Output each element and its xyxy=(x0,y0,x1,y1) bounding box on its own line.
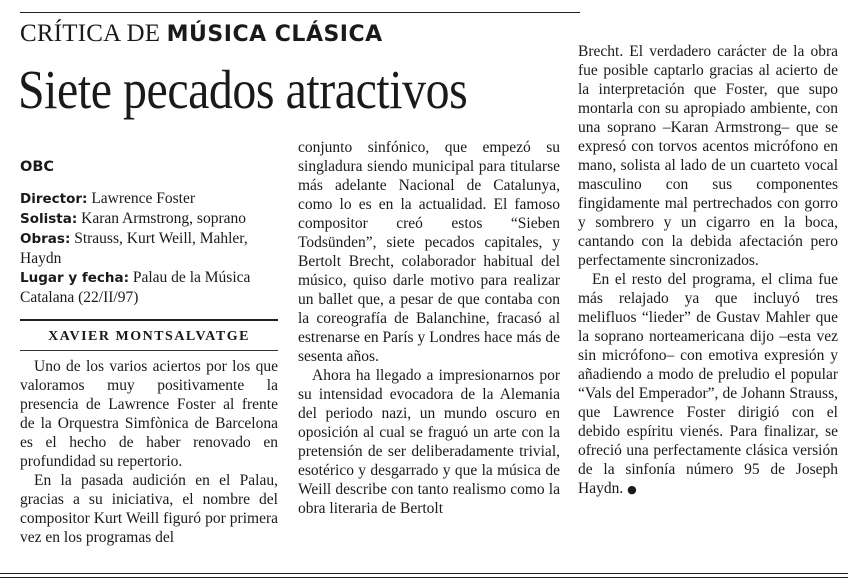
paragraph: Brecht. El verdadero carácter de la obra fue posible captarlo gracias al acierto de la interpretación que Foster, que supo montarla con su apropiado ambiente, con una soprano –Karan Armstrong– que se expresó con torvos acentos micrófono en mano, solista al lado de un cuarteto vocal masculino con sus componentes fingidamente mal pertrechados con gorro y sombrero y un cigarro en la boca, cantando con la debida afectación pero perfectamente sincronizados. xyxy=(578,43,838,269)
place-label: Lugar y fecha: xyxy=(20,270,129,286)
soloist-value: Karan Armstrong, soprano xyxy=(81,210,246,227)
orchestra-name: OBC xyxy=(20,159,55,175)
byline-rule xyxy=(20,350,278,351)
column-3 xyxy=(578,42,838,499)
paragraph: Uno de los varios aciertos por los que valoramos muy positivamente la presencia de Lawrence Foster al frente de la Orquestra Simfònica de Barcelona es el hecho de haber renovado en profundidad su repertorio. xyxy=(20,358,278,470)
works-value: Strauss, Kurt Weill, Mahler, Haydn xyxy=(20,230,248,267)
works-label: Obras: xyxy=(20,231,71,247)
bottom-rule xyxy=(0,577,848,578)
article-headline: Siete pecados atractivos xyxy=(18,59,468,120)
paragraph: Ahora ha llegado a impresionarnos por su intensidad evocadora de la Alemania del periodo nazi, un mundo oscuro en oposición al cual se fraguó un arte con la pretensión de ser deliberadamente trivial, esotérico y desgarrado y que la música de Weill describe con tanto realismo como la obra literaria de Bertolt xyxy=(298,367,560,517)
place-value: Palau de la Música Catalana (22/II/97) xyxy=(20,269,251,306)
info-place xyxy=(20,268,278,307)
info-works xyxy=(20,229,278,268)
column-2 xyxy=(298,138,560,518)
soloist-label: Solista: xyxy=(20,211,78,227)
end-mark-icon: ● xyxy=(627,483,637,496)
paragraph-text: En el resto del programa, el clima fue más relajado ya que incluyó tres melifluos “lieder” de Gustav Mahler que la soprano norteamericana dijo –esta vez sin micrófono– con emotiva expresión y añadiendo a modo de preludio el popular “Vals del Emperador”, de Johann Strauss, que Lawrence Foster dirigió con el debido espíritu vienés. Para finalizar, se ofreció una perfectamente clásica versión de la sinfonía número 95 de Joseph Haydn. xyxy=(578,271,838,497)
info-soloist xyxy=(20,209,278,229)
director-label: Director: xyxy=(20,191,88,207)
author-byline: XAVIER MONTSALVATGE xyxy=(48,329,250,344)
bottom-rule xyxy=(0,573,848,574)
paragraph xyxy=(578,270,838,499)
section-kicker: CRÍTICA DE xyxy=(20,20,161,47)
section-heading xyxy=(20,20,383,49)
paragraph: En la pasada audición en el Palau, gracias a su iniciativa, el nombre del compositor Kurt Weill figuró por primera vez en los programas del xyxy=(20,472,278,546)
top-rule xyxy=(20,12,580,13)
director-value: Lawrence Foster xyxy=(91,190,196,207)
column-1 xyxy=(20,150,278,547)
info-director xyxy=(20,189,278,209)
byline-box xyxy=(20,319,278,346)
section-topic: MÚSICA CLÁSICA xyxy=(166,22,383,47)
paragraph: conjunto sinfónico, que empezó su singladura siendo municipal para titularse más adelante Nacional de Catalunya, como lo es en la actualidad. El famoso compositor creó estos “Sieben Todsünden”, siete pecados capitales, y Bertolt Brecht, colaborador habitual del músico, quiso darle motivo para realizar un ballet que, a pesar de que contaba con la coreografía de Balanchine, fracasó al estrenarse en París y Londres hace más de sesenta años. xyxy=(298,139,560,365)
